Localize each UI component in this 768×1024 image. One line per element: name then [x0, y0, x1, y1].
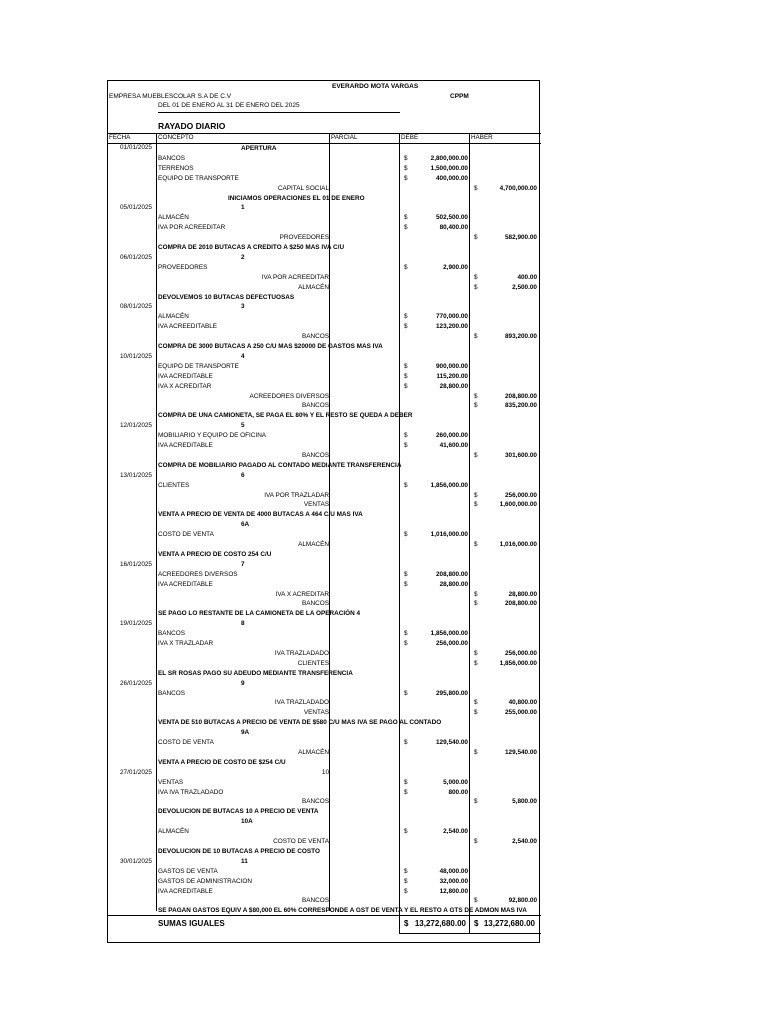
debit-entry-row	[108, 164, 541, 174]
currency-symbol: $	[404, 630, 408, 638]
credit-entry-row	[108, 599, 541, 609]
debit-amount: 80,400.00	[439, 224, 468, 232]
debit-entry-row	[108, 372, 541, 382]
credit-entry-row	[108, 184, 541, 194]
currency-symbol: $	[474, 897, 478, 905]
account-name: VENTAS	[158, 778, 184, 786]
account-name: BANCOS	[158, 689, 185, 697]
journal-note: COMPRA DE 2010 BUTACAS A CREDITO A $250 MAS IVA C/U	[158, 244, 345, 251]
account-name: IVA ACREDITABLE	[158, 442, 213, 449]
entry-date: 10/01/2025	[120, 352, 152, 360]
currency-symbol: $	[404, 867, 408, 875]
operation-number-row	[108, 352, 541, 362]
account-name: PROVEEDORES	[279, 234, 329, 242]
journal-note: VENTA A PRECIO DE VENTA DE 4000 BUTACAS A 464 C/U MAS IVA	[158, 511, 363, 519]
credit-entry-row	[108, 491, 541, 501]
currency-symbol: $	[474, 798, 478, 806]
col-concepto: CONCEPTO	[158, 134, 194, 141]
debit-amount: 115,200.00	[436, 372, 468, 380]
journal-title: RAYADO DIARIO	[158, 121, 226, 131]
account-name: ACREEDORES DIVERSOS	[158, 570, 238, 578]
credit-amount: 92,800.00	[508, 897, 537, 905]
account-name: IVA TRAZLADADO	[274, 649, 329, 657]
credit-entry-row	[108, 233, 541, 243]
currency-symbol: $	[474, 709, 478, 717]
currency-symbol: $	[404, 323, 408, 331]
account-name: IVA ACREEDITABLE	[158, 323, 218, 331]
currency-symbol: $	[404, 174, 408, 182]
operation-number-row	[108, 203, 541, 213]
debit-entry-row	[108, 223, 541, 233]
operation-number-row	[108, 421, 541, 431]
account-name: CLIENTES	[158, 481, 190, 489]
totals-label: SUMAS IGUALES	[158, 919, 225, 928]
debit-entry-row	[108, 382, 541, 392]
debit-entry-row	[108, 362, 541, 372]
account-name: COSTO DE VENTA	[158, 739, 214, 746]
journal-note: SE PAGO LO RESTANTE DE LA CAMIONETA DE LA OPERACIÓN 4	[158, 610, 361, 618]
entry-date: 26/01/2025	[120, 679, 152, 687]
debit-amount: 32,000.00	[439, 877, 468, 885]
journal-sheet	[107, 80, 540, 943]
account-name: ALMACÉN	[298, 541, 329, 548]
credit-entry-row	[108, 401, 541, 411]
journal-note-row	[108, 293, 541, 303]
currency-symbol: $	[474, 451, 478, 459]
credit-amount: 40,800.00	[508, 699, 537, 707]
entry-date: 01/01/2025	[120, 144, 152, 151]
debit-entry-row	[108, 877, 541, 887]
debit-entry-row	[108, 481, 541, 491]
debit-amount: 256,000.00	[436, 640, 468, 647]
currency-symbol: $	[404, 263, 408, 271]
currency-symbol: $	[404, 739, 408, 746]
entry-date: 27/01/2025	[120, 768, 152, 776]
currency-symbol: $	[404, 362, 408, 370]
currency-symbol: $	[404, 689, 408, 697]
operation-number: 10	[321, 768, 329, 776]
credit-amount: 1,016,000.00	[499, 541, 537, 548]
debit-entry-row	[108, 778, 541, 788]
currency-symbol: $	[404, 164, 408, 172]
debit-amount: 1,016,000.00	[430, 531, 468, 539]
debit-amount: 2,800,000.00	[430, 154, 468, 162]
credit-entry-row	[108, 451, 541, 461]
account-name: IVA POR ACREEDITAR	[261, 273, 329, 281]
account-name: GASTOS DE ADMINISTRACION	[158, 877, 252, 885]
operation-number: 11	[241, 857, 248, 865]
debit-amount: 900,000.00	[436, 362, 468, 370]
currency-symbol: $	[404, 481, 408, 489]
operation-number-row	[108, 560, 541, 570]
currency-symbol: $	[474, 541, 478, 548]
operation-number: 6	[241, 471, 245, 479]
currency-symbol: $	[474, 600, 478, 608]
account-name: IVA IVA TRAZLADADO	[158, 788, 224, 796]
journal-note: DEVOLUCION DE 10 BUTACAS A PRECIO DE COSTO	[158, 847, 320, 855]
debit-amount: 123,200.00	[436, 323, 468, 331]
operation-number-row	[108, 768, 541, 778]
owner-name: EVERARDO MOTA VARGAS	[332, 83, 419, 90]
currency-symbol: $	[474, 491, 478, 499]
journal-note-row	[108, 510, 541, 520]
credit-amount: 256,000.00	[505, 491, 537, 499]
currency-symbol: $	[404, 778, 408, 786]
currency-symbol: $	[404, 828, 408, 836]
operation-number: 10A	[241, 818, 253, 826]
credit-entry-row	[108, 698, 541, 708]
account-name: PROVEEDORES	[158, 263, 208, 271]
credit-entry-row	[108, 797, 541, 807]
debit-amount: 28,800.00	[439, 580, 468, 588]
currency-symbol: $	[404, 432, 408, 440]
operation-number: 3	[241, 303, 245, 311]
credit-entry-row	[108, 590, 541, 600]
credit-amount: 2,500.00	[512, 283, 537, 291]
operation-number: 8	[241, 620, 245, 628]
credit-amount: 28,800.00	[508, 590, 537, 598]
debit-entry-row	[108, 441, 541, 451]
credit-amount: 129,540.00	[505, 748, 537, 756]
debit-amount: 129,540.00	[436, 739, 468, 746]
debit-entry-row	[108, 213, 541, 223]
debit-amount: 208,800.00	[436, 570, 468, 578]
col-haber: HABER	[471, 134, 493, 141]
totals-haber: 13,272,680.00	[483, 919, 535, 928]
credit-entry-row	[108, 649, 541, 659]
operation-number-row	[108, 253, 541, 263]
debit-amount: 28,800.00	[439, 382, 468, 390]
credit-amount: 582,900.00	[505, 234, 537, 242]
account-name: CAPITAL SOCIAL	[277, 184, 329, 192]
journal-note-row	[108, 550, 541, 560]
entry-date: 19/01/2025	[120, 620, 152, 628]
company-name: EMPRESA MUEBLESCOLAR S.A DE C.V	[109, 93, 232, 100]
debit-amount: 260,000.00	[436, 432, 468, 440]
credit-entry-row	[108, 837, 541, 847]
credit-amount: 256,000.00	[505, 649, 537, 657]
account-name: ACREEDORES DIVERSOS	[249, 392, 329, 400]
header-underline	[158, 112, 400, 113]
account-name: ALMACÉN	[298, 748, 329, 756]
operation-number-row	[108, 619, 541, 629]
account-name: ALMACÉN	[158, 313, 189, 321]
entry-date: 06/01/2025	[120, 253, 152, 261]
account-name: GASTOS DE VENTA	[158, 867, 218, 875]
account-name: BANCOS	[302, 897, 329, 905]
operation-number: 6A	[241, 521, 250, 529]
debit-amount: 1,856,000.00	[430, 481, 468, 489]
totals-debe: 13,272,680.00	[414, 919, 466, 928]
account-name: BANCOS	[302, 402, 329, 410]
entry-date: 12/01/2025	[120, 422, 152, 430]
account-name: IVA X ACREDITAR	[275, 590, 329, 598]
journal-note: SE PAGAN GASTOS EQUIV A $80,000 EL 60% CORRESPONDE A GST DE VENTA Y EL RESTO A GTS DE ADMON MAS IVA	[158, 907, 527, 915]
currency-symbol: $	[474, 649, 478, 657]
currency-symbol: $	[404, 640, 408, 647]
credit-amount: 2,540.00	[512, 838, 537, 845]
credit-amount: 1,600,000.00	[499, 501, 537, 509]
account-name: ALMACÉN	[158, 214, 189, 222]
account-name: CLIENTES	[297, 659, 329, 667]
operation-number: 5	[241, 422, 245, 430]
operation-number-row	[108, 520, 541, 530]
operation-number-row	[108, 302, 541, 312]
operation-number: 9	[241, 679, 245, 687]
journal-note: COMPRA DE MOBILIARIO PAGADO AL CONTADO MEDIANTE TRANSFERENCIA	[158, 461, 402, 469]
account-name: BANCOS	[302, 451, 329, 459]
entry-date: 08/01/2025	[120, 303, 152, 311]
journal-note: COMPRA DE UNA CAMIONETA, SE PAGA EL 80% Y EL RESTO SE QUEDA A DEBER	[158, 412, 413, 420]
credit-entry-row	[108, 273, 541, 283]
debit-amount: 400,000.00	[436, 174, 468, 182]
credit-amount: 208,800.00	[505, 392, 537, 400]
debit-entry-row	[108, 580, 541, 590]
currency-symbol: $	[404, 442, 408, 449]
account-name: EQUIPO DE TRANSPORTE	[158, 174, 239, 182]
journal-note-row	[108, 243, 541, 253]
debit-amount: 502,500.00	[436, 214, 468, 222]
currency-symbol: $	[474, 590, 478, 598]
operation-number-row	[108, 817, 541, 827]
credit-entry-row	[108, 392, 541, 402]
credit-amount: 4,700,000.00	[499, 184, 537, 192]
operation-number-row	[108, 857, 541, 867]
currency-symbol: $	[474, 748, 478, 756]
account-name: IVA TRAZLADADO	[274, 699, 329, 707]
debit-entry-row	[108, 629, 541, 639]
debit-amount: 41,600.00	[439, 442, 468, 449]
account-name: IVA X ACREDITAR	[158, 382, 212, 390]
totals-bottom-line	[399, 933, 541, 934]
journal-note-row	[108, 718, 541, 728]
currency-symbol: $	[404, 570, 408, 578]
currency-symbol: $	[474, 838, 478, 845]
journal-note-row	[108, 342, 541, 352]
journal-note: EL SR ROSAS PAGO SU ADEUDO MEDIANTE TRANSFERENCIA	[158, 669, 353, 677]
period-label: DEL 01 DE ENERO AL 31 DE ENERO DEL 2025	[158, 102, 300, 109]
debit-entry-row	[108, 431, 541, 441]
operation-number: 7	[241, 560, 245, 568]
currency-symbol: $	[404, 580, 408, 588]
debit-entry-row	[108, 263, 541, 273]
col-debe: DEBE	[401, 134, 419, 141]
debit-amount: 12,800.00	[439, 887, 468, 895]
credit-entry-row	[108, 708, 541, 718]
totals-debe-symbol: $	[404, 919, 409, 928]
debit-amount: 5,000.00	[443, 778, 468, 786]
currency-symbol: $	[474, 333, 478, 341]
debit-amount: 1,500,000.00	[430, 164, 468, 172]
account-name: ALMACÉN	[298, 283, 329, 291]
journal-note: DEVOLVEMOS 10 BUTACAS DEFECTUOSAS	[158, 293, 295, 301]
journal-note: INICIAMOS OPERACIONES EL 01 DE ENERO	[228, 194, 365, 202]
operation-number: 1	[241, 204, 245, 212]
credit-amount: 255,000.00	[505, 709, 537, 717]
account-name: BANCOS	[302, 333, 329, 341]
currency-symbol: $	[474, 283, 478, 291]
currency-symbol: $	[474, 184, 478, 192]
account-name: BANCOS	[302, 798, 329, 806]
currency-symbol: $	[404, 887, 408, 895]
account-name: MOBILIARIO Y EQUIPO DE OFICINA	[158, 432, 267, 440]
journal-note: VENTA A PRECIO DE COSTO DE $254 C/U	[158, 758, 286, 766]
operation-number: 4	[241, 352, 245, 360]
operation-number-row	[108, 144, 541, 154]
totals-line	[108, 915, 541, 916]
col-parcial: PARCIAL	[331, 134, 358, 141]
credit-entry-row	[108, 500, 541, 510]
credit-amount: 1,856,000.00	[499, 659, 537, 667]
account-name: VENTAS	[303, 501, 329, 509]
journal-note-row	[108, 194, 541, 204]
account-name: IVA ACREDITABLE	[158, 580, 213, 588]
debit-entry-row	[108, 887, 541, 897]
currency-symbol: $	[474, 501, 478, 509]
currency-symbol: $	[404, 313, 408, 321]
account-name: BANCOS	[158, 154, 185, 162]
journal-note-row	[108, 461, 541, 471]
currency-symbol: $	[474, 273, 478, 281]
operation-number-row	[108, 679, 541, 689]
debit-entry-row	[108, 639, 541, 649]
currency-symbol: $	[474, 699, 478, 707]
col-fecha: FECHA	[109, 134, 131, 141]
entry-date: 30/01/2025	[120, 857, 152, 865]
currency-symbol: $	[404, 224, 408, 232]
journal-note-row	[108, 669, 541, 679]
credit-entry-row	[108, 283, 541, 293]
credit-entry-row	[108, 332, 541, 342]
currency-symbol: $	[474, 402, 478, 410]
currency-symbol: $	[404, 877, 408, 885]
entry-date: 05/01/2025	[120, 204, 152, 212]
operation-number: 2	[241, 253, 245, 261]
account-name: COSTO DE VENTA	[158, 531, 214, 539]
currency-symbol: $	[474, 659, 478, 667]
debit-amount: 2,540.00	[443, 828, 468, 836]
account-name: IVA ACREDITABLE	[158, 887, 213, 895]
operation-number-row	[108, 728, 541, 738]
operation-number: 9A	[241, 729, 250, 737]
credit-amount: 400.00	[517, 273, 537, 281]
currency-symbol: $	[404, 154, 408, 162]
currency-symbol: $	[404, 372, 408, 380]
credit-entry-row	[108, 540, 541, 550]
account-name: EQUIPO DE TRANSPORTE	[158, 362, 239, 370]
debit-entry-row	[108, 788, 541, 798]
credit-amount: 5,800.00	[512, 798, 537, 806]
credit-amount: 835,200.00	[505, 402, 537, 410]
debit-entry-row	[108, 530, 541, 540]
debit-amount: 1,856,000.00	[430, 630, 468, 638]
credit-entry-row	[108, 896, 541, 906]
currency-symbol: $	[404, 382, 408, 390]
journal-note-row	[108, 758, 541, 768]
operation-number-row	[108, 471, 541, 481]
account-name: BANCOS	[302, 600, 329, 608]
credit-amount: 893,200.00	[505, 333, 537, 341]
journal-note-row	[108, 847, 541, 857]
account-name: BANCOS	[158, 630, 185, 638]
journal-note: DEVOLUCION DE BUTACAS 10 A PRECIO DE VENTA	[158, 808, 319, 816]
credit-amount: 208,800.00	[505, 600, 537, 608]
journal-note: VENTA DE 510 BUTACAS A PRECIO DE VENTA DE $580 C/U MAS IVA SE PAGO AL CONTADO	[158, 719, 442, 727]
currency-symbol: $	[404, 788, 408, 796]
entry-date: 13/01/2025	[120, 471, 152, 479]
debit-entry-row	[108, 570, 541, 580]
debit-entry-row	[108, 689, 541, 699]
account-name: TERRENOS	[158, 164, 194, 172]
journal-note-row	[108, 609, 541, 619]
journal-note: VENTA A PRECIO DE COSTO 254 C/U	[158, 550, 272, 558]
valuation-method: CPPM	[450, 93, 469, 100]
totals-haber-symbol: $	[474, 919, 479, 928]
debit-amount: 295,800.00	[436, 689, 468, 697]
credit-entry-row	[108, 659, 541, 669]
debit-amount: 48,000.00	[439, 867, 468, 875]
currency-symbol: $	[404, 531, 408, 539]
debit-amount: 800.00	[448, 788, 468, 796]
credit-entry-row	[108, 748, 541, 758]
account-name: IVA POR TRAZLADAR	[264, 491, 329, 499]
entry-date: 16/01/2025	[120, 560, 152, 568]
credit-amount: 301,600.00	[505, 451, 537, 459]
journal-note-row	[108, 807, 541, 817]
currency-symbol: $	[474, 234, 478, 242]
account-name: IVA X TRAZLADAR	[158, 640, 214, 647]
journal-note-row	[108, 411, 541, 421]
account-name: COSTO DE VENTA	[273, 838, 329, 845]
debit-entry-row	[108, 322, 541, 332]
operation-number: APERTURA	[241, 145, 277, 152]
debit-entry-row	[108, 174, 541, 184]
debit-entry-row	[108, 827, 541, 837]
debit-entry-row	[108, 867, 541, 877]
currency-symbol: $	[474, 392, 478, 400]
debit-amount: 2,900.00	[443, 263, 468, 271]
account-name: VENTAS	[303, 709, 329, 717]
account-name: IVA ACREDITABLE	[158, 372, 213, 380]
journal-note: COMPRA DE 3000 BUTACAS A 250 C/U MAS $20000 DE GASTOS MAS IVA	[158, 343, 383, 350]
debit-entry-row	[108, 738, 541, 748]
currency-symbol: $	[404, 214, 408, 222]
debit-entry-row	[108, 154, 541, 164]
debit-amount: 770,000.00	[436, 313, 468, 321]
account-name: ALMACÉN	[158, 828, 189, 836]
debit-entry-row	[108, 312, 541, 322]
account-name: IVA POR ACREEDITAR	[158, 224, 226, 232]
